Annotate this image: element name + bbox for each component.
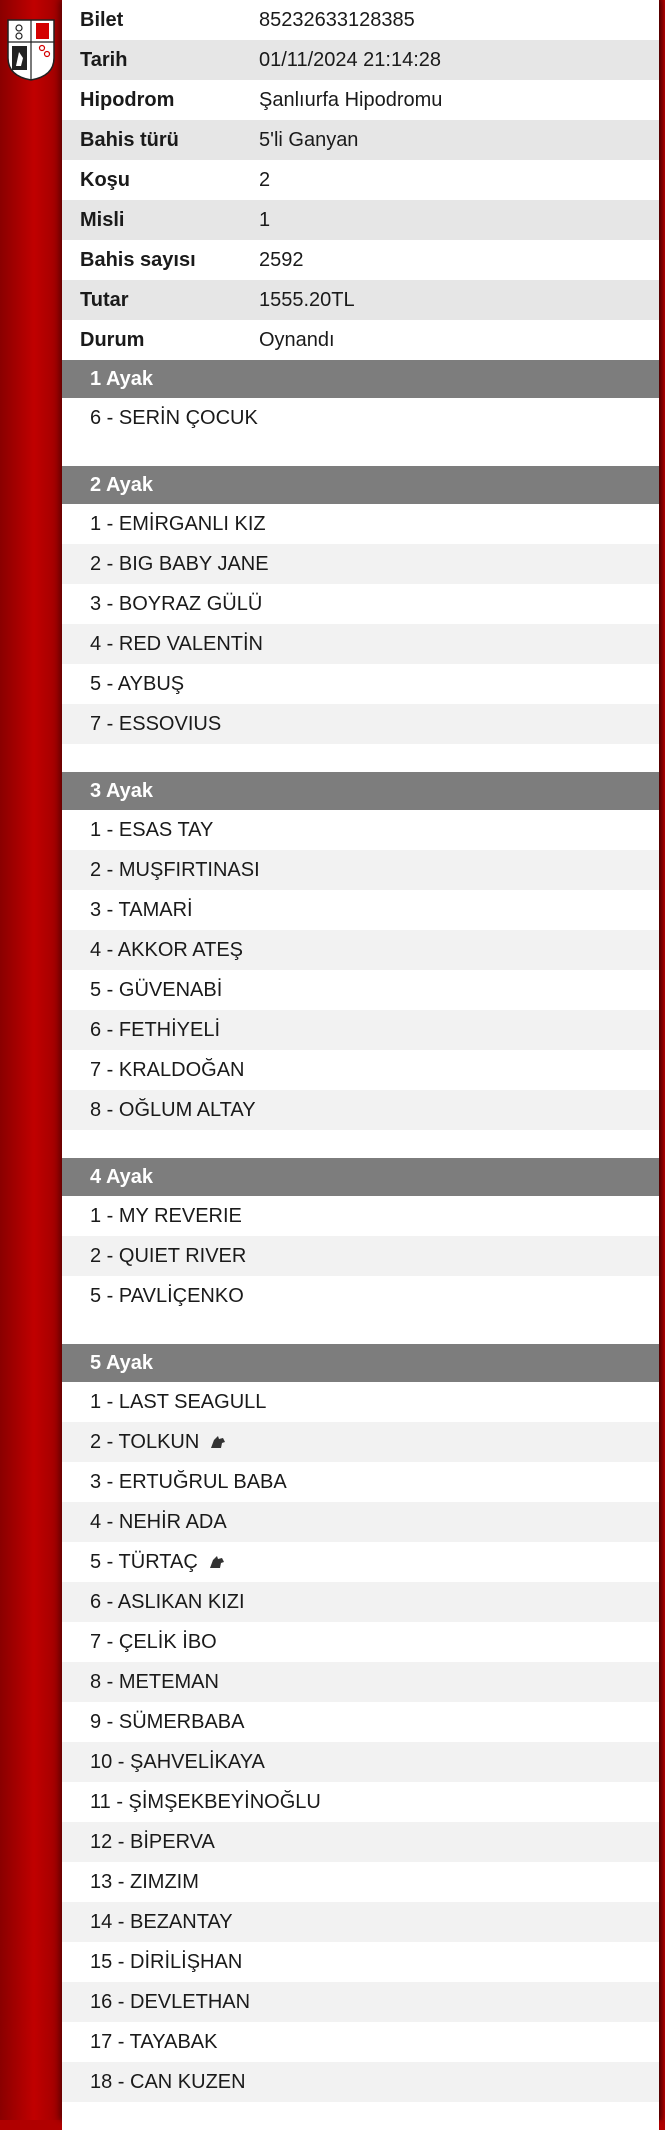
horse-row <box>62 1050 659 1090</box>
info-row <box>62 120 659 160</box>
info-label: Bahis türü <box>80 128 179 151</box>
horse-name: 3 - BOYRAZ GÜLÜ <box>90 593 263 615</box>
info-row <box>62 200 659 240</box>
info-value: Oynandı <box>259 328 335 351</box>
horse-row <box>62 1982 659 2022</box>
horse-name: 5 - AYBUŞ <box>90 673 185 695</box>
horse-row <box>62 398 659 438</box>
info-value: 5'li Ganyan <box>259 128 359 151</box>
leg-spacer <box>62 2102 659 2130</box>
horse-name: 8 - METEMAN <box>90 1671 219 1693</box>
info-row <box>62 160 659 200</box>
horse-name: 18 - CAN KUZEN <box>90 2071 246 2093</box>
info-value: 85232633128385 <box>259 8 415 31</box>
horse-name: 8 - OĞLUM ALTAY <box>90 1099 256 1121</box>
info-label: Hipodrom <box>80 88 175 111</box>
horse-name: 9 - SÜMERBABA <box>90 1711 245 1733</box>
horse-row <box>62 810 659 850</box>
leg-spacer <box>62 1130 659 1158</box>
horse-name: 1 - EMİRGANLI KIZ <box>90 513 266 535</box>
horse-row <box>62 1782 659 1822</box>
horse-row <box>62 1236 659 1276</box>
horse-row <box>62 970 659 1010</box>
horse-name: 7 - KRALDOĞAN <box>90 1059 245 1081</box>
horse-name: 16 - DEVLETHAN <box>90 1991 251 2013</box>
horse-row <box>62 1862 659 1902</box>
horse-name: 7 - ÇELİK İBO <box>90 1631 217 1653</box>
horse-name: 6 - FETHİYELİ <box>90 1019 221 1041</box>
leg-header: 1 Ayak <box>62 360 659 398</box>
horse-row <box>62 1090 659 1130</box>
horse-name: 13 - ZIMZIM <box>90 1871 199 1893</box>
info-row <box>62 240 659 280</box>
horse-row <box>62 1010 659 1050</box>
horse-list <box>62 1382 659 2102</box>
horse-name: 2 - QUIET RIVER <box>90 1245 247 1267</box>
info-row <box>62 40 659 80</box>
horse-name: 4 - AKKOR ATEŞ <box>90 939 244 961</box>
info-label: Durum <box>80 328 145 351</box>
horse-name: 2 - TOLKUN <box>90 1431 200 1453</box>
horse-name: 4 - NEHİR ADA <box>90 1511 227 1533</box>
horse-row <box>62 1702 659 1742</box>
horse-name: 15 - DİRİLİŞHAN <box>90 1951 243 1973</box>
horse-row <box>62 1742 659 1782</box>
club-logo-icon <box>4 18 58 82</box>
horse-row <box>62 1542 659 1582</box>
horse-name: 1 - LAST SEAGULL <box>90 1391 267 1413</box>
info-label: Bilet <box>80 8 124 31</box>
horse-row <box>62 1196 659 1236</box>
horse-name: 17 - TAYABAK <box>90 2031 218 2053</box>
horse-row <box>62 1462 659 1502</box>
info-value: 1 <box>259 208 271 231</box>
horse-name: 6 - SERİN ÇOCUK <box>90 407 258 429</box>
horse-name: 10 - ŞAHVELİKAYA <box>90 1751 265 1773</box>
horse-head-icon <box>208 1554 226 1570</box>
info-label: Tutar <box>80 288 129 311</box>
horse-name: 12 - BİPERVA <box>90 1831 215 1853</box>
horse-row <box>62 1662 659 1702</box>
ticket-info-table <box>62 0 659 360</box>
leg-header: 5 Ayak <box>62 1344 659 1382</box>
leg-spacer <box>62 438 659 466</box>
horse-name: 4 - RED VALENTİN <box>90 633 263 655</box>
legs-list <box>62 360 659 2130</box>
info-row <box>62 280 659 320</box>
horse-row <box>62 930 659 970</box>
horse-row <box>62 1422 659 1462</box>
info-value: 2 <box>259 168 271 191</box>
horse-row <box>62 2062 659 2102</box>
info-row <box>62 80 659 120</box>
horse-head-icon <box>209 1434 227 1450</box>
left-sidebar <box>0 0 62 2120</box>
horse-name: 6 - ASLIKAN KIZI <box>90 1591 245 1613</box>
horse-name: 14 - BEZANTAY <box>90 1911 233 1933</box>
horse-name: 5 - TÜRTAÇ <box>90 1551 198 1573</box>
horse-row <box>62 890 659 930</box>
horse-row <box>62 1382 659 1422</box>
horse-row <box>62 664 659 704</box>
horse-row <box>62 624 659 664</box>
horse-row <box>62 1942 659 1982</box>
info-value: Şanlıurfa Hipodromu <box>259 88 443 111</box>
info-value: 01/11/2024 21:14:28 <box>259 48 442 71</box>
info-label: Tarih <box>80 48 128 71</box>
horse-name: 3 - TAMARİ <box>90 899 193 921</box>
horse-row <box>62 1822 659 1862</box>
horse-row <box>62 544 659 584</box>
info-label: Bahis sayısı <box>80 248 196 271</box>
horse-name: 11 - ŞİMŞEKBEYİNOĞLU <box>90 1791 321 1813</box>
horse-list <box>62 504 659 744</box>
info-row <box>62 320 659 360</box>
leg-header: 2 Ayak <box>62 466 659 504</box>
horse-list <box>62 398 659 438</box>
info-label: Koşu <box>80 168 130 191</box>
horse-name: 7 - ESSOVIUS <box>90 713 222 735</box>
leg-spacer <box>62 744 659 772</box>
horse-list <box>62 1196 659 1316</box>
horse-row <box>62 504 659 544</box>
horse-name: 2 - BIG BABY JANE <box>90 553 269 575</box>
horse-name: 5 - PAVLİÇENKO <box>90 1285 244 1307</box>
info-row <box>62 0 659 40</box>
leg-header: 4 Ayak <box>62 1158 659 1196</box>
leg-spacer <box>62 1316 659 1344</box>
horse-list <box>62 810 659 1130</box>
horse-name: 3 - ERTUĞRUL BABA <box>90 1471 287 1493</box>
leg-header: 3 Ayak <box>62 772 659 810</box>
horse-row <box>62 2022 659 2062</box>
right-border <box>659 0 665 2120</box>
info-value: 2592 <box>259 248 304 271</box>
ticket-detail-panel <box>62 0 659 2120</box>
horse-row <box>62 1582 659 1622</box>
horse-name: 1 - ESAS TAY <box>90 819 214 841</box>
horse-row <box>62 1502 659 1542</box>
horse-row <box>62 704 659 744</box>
horse-name: 2 - MUŞFIRTINASI <box>90 859 260 881</box>
info-label: Misli <box>80 208 125 231</box>
horse-row <box>62 850 659 890</box>
horse-row <box>62 1902 659 1942</box>
horse-name: 1 - MY REVERIE <box>90 1205 242 1227</box>
horse-name: 5 - GÜVENABİ <box>90 979 223 1001</box>
info-value: 1555.20TL <box>259 288 355 311</box>
horse-row <box>62 1622 659 1662</box>
horse-row <box>62 1276 659 1316</box>
horse-row <box>62 584 659 624</box>
